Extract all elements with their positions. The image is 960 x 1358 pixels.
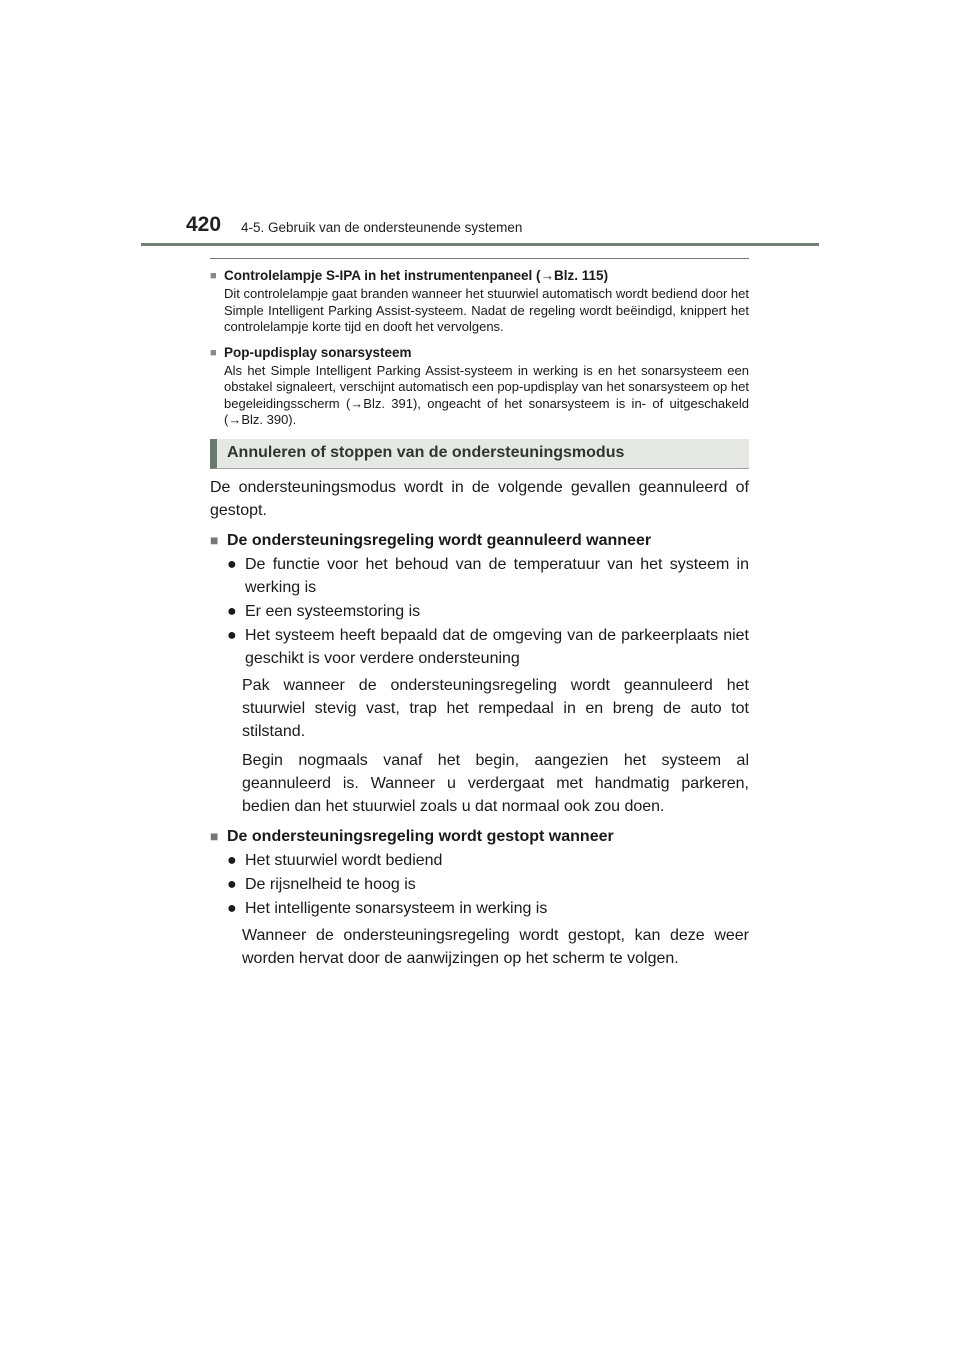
square-bullet-icon: ■ — [210, 531, 219, 548]
block-heading: De ondersteuningsregeling wordt gestopt wanneer — [227, 827, 614, 845]
list-item: ● Er een systeemstoring is — [227, 600, 749, 623]
square-bullet-icon: ■ — [210, 827, 219, 844]
section-intro: De ondersteuningsmodus wordt in de volgende gevallen geannuleerd of gestopt. — [210, 478, 749, 519]
list-item: ● De rijsnelheid te hoog is — [227, 873, 749, 896]
note-block — [210, 344, 749, 429]
note-text: Dit controlelampje gaat branden wanneer het stuurwiel automatisch wordt bediend door het Simple Intelligent Parking Assist-systeem. Nadat de regeling wordt beëindigd, knippert het controlelampje korte tijd en dooft het vervolgens. — [224, 286, 749, 334]
chapter-title: 4-5. Gebruik van de ondersteunende systemen — [241, 220, 523, 235]
list-item: ● Het stuurwiel wordt bediend — [227, 849, 749, 872]
bullet-list — [227, 849, 749, 920]
list-item: ● Het intelligente sonarsysteem in werking is — [227, 897, 749, 920]
note-title: Controlelampje S-IPA in het instrumentenpaneel (→Blz. 115) — [224, 268, 609, 283]
block-stop — [210, 825, 749, 970]
block-cancel — [210, 529, 749, 818]
list-item: ● De functie voor het behoud van de temperatuur van het systeem in werking is — [227, 553, 749, 599]
bullet-icon: ● — [227, 602, 237, 620]
bullet-list — [227, 553, 749, 670]
square-bullet-icon: ■ — [210, 346, 217, 359]
page-header — [0, 0, 960, 250]
bullet-icon: ● — [227, 875, 237, 893]
header-divider — [141, 243, 819, 246]
bullet-icon: ● — [227, 555, 237, 573]
block-heading: De ondersteuningsregeling wordt geannuleerd wanneer — [227, 531, 652, 549]
note-block — [210, 267, 749, 336]
page-number: 420 — [186, 213, 222, 236]
note-title: Pop-updisplay sonarsysteem — [224, 344, 412, 360]
bullet-icon: ● — [227, 899, 237, 917]
notes-divider — [210, 258, 749, 259]
section-title-banner — [210, 439, 749, 469]
block-paragraph: Pak wanneer de ondersteuningsregeling wordt geannuleerd het stuurwiel stevig vast, trap het rempedaal in en breng de auto tot stilstand. — [242, 676, 749, 740]
list-item: ● Het systeem heeft bepaald dat de omgeving van de parkeerplaats niet geschikt is voor verdere ondersteuning — [227, 624, 749, 670]
block-paragraph: Wanneer de ondersteuningsregeling wordt gestopt, kan deze weer worden hervat door de aanwijzingen op het scherm te volgen. — [242, 926, 749, 967]
section-title: Annuleren of stoppen van de ondersteuningsmodus — [227, 443, 625, 461]
block-paragraph: Begin nogmaals vanaf het begin, aangezien het systeem al geannuleerd is. Wanneer u verdergaat met handmatig parkeren, bedien dan het stuurwiel zoals u dat normaal ook zou doen. — [242, 751, 749, 815]
bullet-icon: ● — [227, 851, 237, 869]
page-content — [210, 258, 749, 976]
square-bullet-icon: ■ — [210, 270, 217, 282]
note-text: Als het Simple Intelligent Parking Assist-systeem in werking is en het sonarsysteem een obstakel signaleert, verschijnt automatisch een pop-updisplay van het sonarsysteem op het begeleidingsscherm (→Blz. 391), ongeacht of het sonarsysteem is in- of uitgeschakeld (→Blz. 390). — [224, 362, 749, 427]
bullet-icon: ● — [227, 626, 237, 644]
